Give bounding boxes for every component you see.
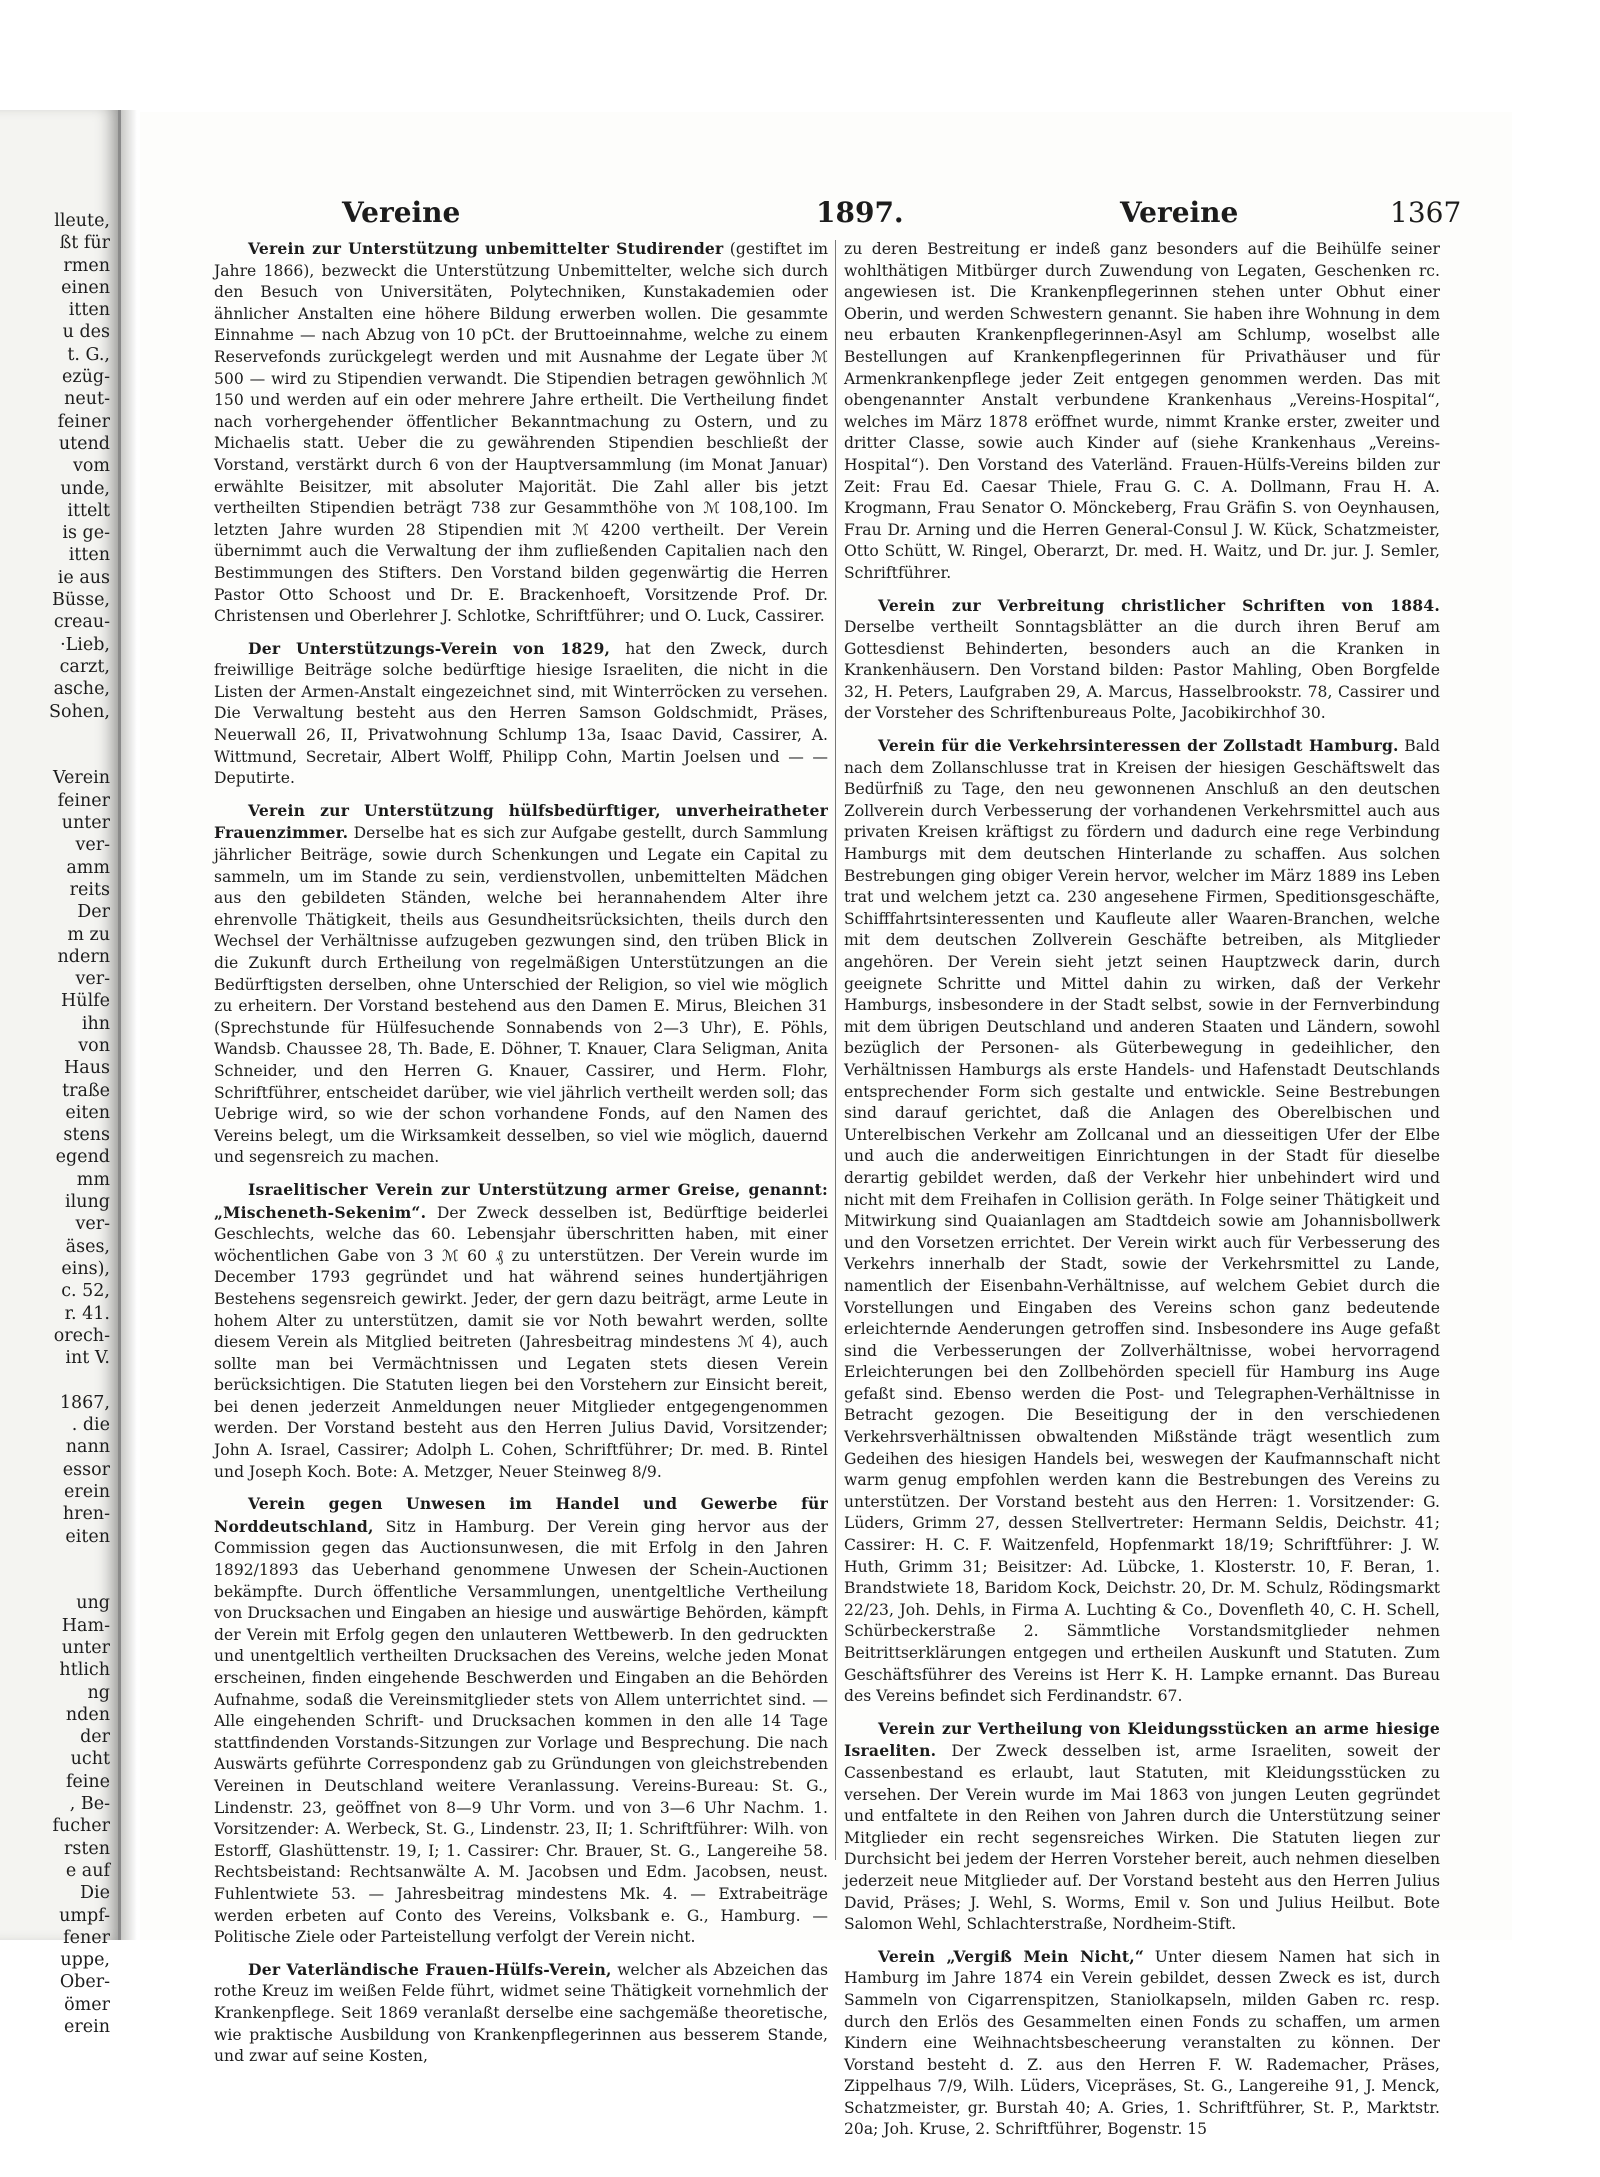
- previous-page-fragment: unter: [61, 813, 110, 834]
- previous-page-fragment: utend: [58, 433, 110, 454]
- entry-title: Verein für die Verkehrsinteressen der Zollstadt Hamburg.: [878, 736, 1399, 756]
- previous-page-fragment: ver-: [75, 1214, 110, 1235]
- column-divider: [835, 240, 836, 1860]
- previous-page-fragment: Verein: [53, 768, 110, 789]
- entry-title: Verein zur Vertheilung von Kleidungsstücken an arme hiesige Israeliten.: [844, 1718, 1440, 1761]
- previous-page-fragment: feine: [65, 1771, 110, 1792]
- entry-frauen-huelfs-verein: [214, 1959, 828, 2068]
- previous-page-fragment: neut-: [64, 389, 110, 410]
- previous-page-fragment: ßt für: [59, 233, 110, 254]
- previous-page-fragment: ng: [87, 1682, 110, 1703]
- previous-page-fragment: ver-: [75, 969, 110, 990]
- previous-page-fragment: umpf-: [59, 1905, 110, 1926]
- entry-title: Verein gegen Unwesen im Handel und Gewerbe für Norddeutschland,: [214, 1494, 828, 1536]
- previous-page-fragment: fener: [63, 1927, 110, 1948]
- previous-page-fragment: reits: [69, 879, 110, 900]
- previous-page-fragment: [0, 1570, 110, 1592]
- entry-text: hat den Zweck, durch freiwillige Beiträge solche bedürftige hiesige Israeliten, die nicht in die Listen der Armen-Anstalt eingezeichnet sind, mit Winterröcken zu versehen. Die Verwaltung besteht aus den Herren Samson Goldschmidt, Präses, Neuerwall 26, II, Privatwohnung Schlump 13a, Isaac David, Cassirer, A. Wittmund, Secretair, Albert Wolff, Philipp Cohn, Martin Joelsen und — — Deputirte.: [214, 639, 828, 788]
- entry-title: Verein zur Verbreitung christlicher Schriften von 1884.: [878, 595, 1440, 615]
- entry-title: Der Vaterländische Frauen-Hülfs-Verein,: [248, 1959, 612, 1979]
- previous-page-fragment: creau-: [53, 612, 110, 633]
- entry-text: Der Zweck desselben ist, Bedürftige beiderlei Geschlechts, welche das 60. Lebensjahr überschritten haben, mit einer wöchentlichen Gabe von 3 ℳ 60 ₰ zu unterstützen. Der Verein wurde im December 1793 gegründet und hat während seines hundertjährigen Bestehens segensreich gewirkt. Jeder, der gern dazu beiträgt, arme Leute in hohem Alter zu unterstützen, damit sie vor Noth bewahrt werden, sollte diesem Verein als Mitglied beitreten (Jahresbeitrag mindestens ℳ 4), auch sollte man bei Vermächtnissen und Legaten stets diesen Verein berücksichtigen. Die Statuten liegen bei den Vorstehern zur Einsicht bereit, bei denen jederzeit Anmeldungen neuer Mitglieder entgegengenommen werden. Der Vorstand besteht aus den Herren Julius David, Vorsitzender; John A. Israel, Cassirer; Adolph L. Cohen, Schriftführer; Dr. med. B. Rintel und Joseph Koch. Bote: A. Metzger, Neuer Steinweg 8/9.: [214, 1203, 828, 1481]
- previous-page-fragment: ilung: [65, 1192, 110, 1213]
- previous-page-fragment: essor: [62, 1459, 110, 1480]
- previous-page-fragment: feiner: [57, 411, 110, 432]
- previous-page-fragment: t. G.,: [67, 344, 110, 365]
- previous-page-fragment: htlich: [59, 1660, 110, 1681]
- previous-page-fragment: mm: [76, 1169, 110, 1190]
- entry-vergiss-mein-nicht: [844, 1946, 1440, 2141]
- entry-text: (gestiftet im Jahre 1866), bezweckt die Unterstützung Unbemittelter, welche sich durch den Besuch von Universitäten, Polytechniken, Kunstakademien oder ähnlicher Anstalten eine höhere Bildung erwerben wollen. Die gesammte Einnahme — nach Abzug von 10 pCt. der Bruttoeinnahme, welche zu einem Reservefonds zurückgelegt werden und mit Ausnahme der Legate über ℳ 500 — wird zu Stipendien verwandt. Die Stipendien betragen gewöhnlich ℳ 150 und werden auf ein oder mehrere Jahre ertheilt. Die Vertheilung findet nach vorhergehender öffentlicher Bekanntmachung zu Ostern, und zu Michaelis statt. Ueber die zu gewährenden Stipendien beschließt der Vorstand, verstärkt durch 6 von der Hauptversammlung (im Monat Januar) erwählte Beisitzer, mit absoluter Majorität. Die Zahl aller bis jetzt vertheilten Stipendien beträgt 738 zur Gesammthöhe von ℳ 108,100. Im letzten Jahre wurden 28 Stipendien mit ℳ 4200 vertheilt. Der Verein übernimmt auch die Verwaltung der ihm zufließenden Capitalien nach den Bestimmungen des Stifters. Den Vorstand bilden gegenwärtig die Herren Pastor Otto Schoost und Dr. E. Brackenhoeft, Vorsitzende Prof. Dr. Christensen und Oberlehrer J. Schlotke, Schriftführer; und O. Luck, Cassirer.: [214, 240, 828, 626]
- previous-page-fragment: von: [78, 1035, 110, 1056]
- previous-page-fragment: Der: [77, 902, 110, 923]
- entry-unwesen-handel: [214, 1493, 828, 1948]
- previous-page-fragment: egend: [55, 1147, 110, 1168]
- entry-title: Der Unterstützungs-Verein von 1829,: [248, 638, 611, 658]
- previous-page-fragment: lleute,: [54, 211, 110, 231]
- previous-page-fragment: ittelt: [67, 500, 110, 521]
- entry-verkehrsinteressen: [844, 735, 1440, 1708]
- previous-page-fragment: Ham-: [61, 1615, 110, 1636]
- page-number: 1367: [1390, 196, 1462, 229]
- previous-page-fragment: , Be-: [69, 1794, 110, 1815]
- previous-page-fragment: orech-: [53, 1325, 110, 1346]
- previous-page-fragment: [0, 723, 110, 745]
- previous-page-fragment: Sohen,: [49, 701, 110, 722]
- previous-page-fragment: erein: [64, 1481, 110, 1502]
- previous-page-fragment: [0, 745, 110, 767]
- entry-title: Verein zur Unterstützung unbemittelter Studirender: [248, 239, 724, 258]
- previous-page-fragment: Büsse,: [51, 590, 110, 611]
- previous-page-fragment: carzt,: [59, 656, 110, 677]
- previous-page-fragment: m zu: [67, 924, 110, 945]
- previous-page-fragment: r. 41.: [64, 1303, 110, 1324]
- previous-page-fragment: 1867,: [59, 1392, 110, 1413]
- previous-page-fragment: eiten: [65, 1526, 110, 1547]
- entry-frauenzimmer: [214, 800, 828, 1169]
- entry-unterstuetzungs-verein-1829: [214, 638, 828, 790]
- entry-mischeneth-sekenim: [214, 1179, 828, 1483]
- entry-text: welcher als Abzeichen das rothe Kreuz im weißen Felde führt, widmet seine Thätigkeit vornehmlich der Krankenpflege. Seit 1869 veranlaßt derselbe eine sachgemäße theoretische, wie praktische Ausbildung von Krankenpflegerinnen aus besserem Stande, und zwar auf seine Kosten,: [214, 1960, 829, 2066]
- previous-page-fragment: ie aus: [57, 567, 110, 588]
- entry-title: Verein zur Unterstützung hülfsbedürftiger, unverheiratheter Frauenzimmer.: [214, 800, 828, 843]
- running-head-right: Vereine: [1120, 196, 1239, 229]
- previous-page-fragment: [0, 1369, 110, 1391]
- previous-page-fragment: vom: [72, 456, 110, 477]
- previous-page-fragment: . die: [71, 1415, 110, 1436]
- previous-page-fragment: int V.: [65, 1348, 110, 1369]
- previous-page-fragment: äses,: [65, 1236, 110, 1257]
- previous-page-fragment: erein: [64, 2017, 110, 2038]
- entry-text: Derselbe hat es sich zur Aufgabe gestellt, durch Sammlung jährlicher Beiträge, sowie durch Schenkungen und Legate ein Capital zu sammeln, um im Stande zu sein, verdienstvollen, unbemittelten Mädchen aus den gebildeten Ständen, welche bei herannahendem Alter ihre ehrenvolle Thätigkeit, theils aus Gesundheitsrücksichten, theils durch den Wechsel der Verhältnisse aufzugeben gezwungen sind, den trüben Blick in die Zukunft durch Ertheilung von regelmäßigen Unterstützungen an die Bedürftigsten derselben, ohne Unterschied der Religion, so viel wie möglich zu erheitern. Der Vorstand bestehend aus den Damen E. Mirus, Bleichen 31 (Sprechstunde für Hülfesuchende Sonnabends von 2—3 Uhr), E. Pöhls, Wandsb. Chaussee 28, Th. Bade, E. Döhner, T. Knauer, Clara Seligman, Anita Schneider, und den Herren G. Knauer, Cassirer, und Herm. Flohr, Schriftführer, entscheidet darüber, wie viel jährlich vertheilt werden soll; das Uebrige wird, so wie der schon vorhandene Fonds, auf den Namen des Vereins belegt, um die Wirksamkeit desselben, so viel wie möglich, dauernd und segensreich zu machen.: [214, 824, 828, 1167]
- entry-frauen-huelfs-verein-continued: [844, 238, 1440, 585]
- previous-page-fragment: feiner: [57, 790, 110, 811]
- previous-page-fragment: c. 52,: [61, 1281, 110, 1302]
- previous-page-fragment: ömer: [64, 1994, 110, 2015]
- previous-page-fragment: ndern: [57, 946, 110, 967]
- entry-title: Israelitischer Verein zur Unterstützung armer Greise, genannt: „Mischeneth-Sekenim“.: [214, 1179, 828, 1222]
- previous-page-fragment: uppe,: [60, 1950, 110, 1971]
- entry-text: Sitz in Hamburg. Der Verein ging hervor aus der Commission gegen das Auctionsunwesen, die mit Erfolg in den Jahren 1892/1893 das Ueberhand genommene Unwesen der Schein-Auctionen bekämpfte. Durch öffentliche Versammlungen, unentgeltliche Vertheilung von Drucksachen und Eingaben an hiesige und auswärtige Behörden, kämpft der Verein mit Erfolg gegen den unlauteren Wettbewerb. In den gedruckten und unentgeltlich vertheilten Drucksachen des Vereins, welche jeden Monat erscheinen, finden eingehende Beschwerden und Eingaben an die Behörden Aufnahme, sodaß die Vereinsmitglieder stets von Allem unterrichtet sind. — Alle eingehenden Schrift- und Drucksachen kommen in den alle 14 Tage stattfindenden Vorstands-Sitzungen zur Vorlage und Besprechung. Die nach Auswärts geführte Correspondenz gab zu Gründungen von gleichstrebenden Vereinen in Deutschland weitere Veranlassung. Vereins-Bureau: St. G., Lindenstr. 23, geöffnet von 8—9 Uhr Vorm. und von 3—6 Uhr Nachm. 1. Vorsitzender: A. Werbeck, St. G., Lindenstr. 23, II; 1. Schriftführer: Wilh. von Estorff, Glashüttenstr. 19, I; 1. Cassirer: Chr. Brauer, St. G., Langereihe 58. Rechtsbeistand: Rechtsanwälte A. M. Jacobsen und Edm. Jacobsen, neust. Fuhlentwiete 53. — Jahresbeitrag mindestens Mk. 4. — Extrabeiträge werden erbeten auf Conto des Vereins, Volksbank e. G., Hamburg. — Politische Ziele oder Parteistellung verfolgt der Verein nicht.: [214, 1517, 828, 1947]
- previous-page-fragment: Die: [80, 1883, 110, 1904]
- book-gutter: [121, 110, 137, 1940]
- previous-page-fragment: stens: [63, 1125, 110, 1146]
- previous-page-fragment: Ober-: [59, 1972, 110, 1993]
- previous-page-fragment: nann: [65, 1437, 110, 1458]
- entry-studirende: [214, 238, 828, 628]
- previous-page-fragment: ihn: [81, 1013, 110, 1034]
- previous-page-fragment: ung: [76, 1593, 110, 1614]
- previous-page-fragment: rsten: [63, 1838, 110, 1859]
- previous-page-fragment: rmen: [63, 255, 110, 276]
- previous-page-fragment: is ge-: [62, 523, 110, 544]
- previous-page-edge: [0, 110, 121, 2038]
- previous-page-fragment: ucht: [70, 1749, 110, 1770]
- entry-text: Derselbe vertheilt Sonntagsblätter an die durch ihren Beruf am Gottesdienst Behinderten, besonders auch an die Kranken in Krankenhäusern. Den Vorstand bilden: Pastor Mahling, Oben Borgfelde 32, H. Peters, Laufgraben 29, A. Marcus, Hasselbrookstr. 78, Cassirer und der Vorsteher des Schriftenbureaus Polte, Jacobikirchhof 30.: [844, 618, 1440, 723]
- previous-page-fragment: der: [80, 1727, 110, 1748]
- previous-page-fragment: unter: [61, 1638, 110, 1658]
- previous-page-fragment: e auf: [65, 1860, 110, 1881]
- entry-text: zu deren Bestreitung er indeß ganz besonders auf die Beihülfe seiner wohlthätigen Mitbürger durch Zuwendung von Legaten, Geschenken rc. angewiesen ist. Die Krankenpflegerinnen stehen unter Obhut einer Oberin, und werden Schwestern genannt. Sie haben ihre Wohnung in dem neu erbauten Krankenpflegerinnen-Asyl am Schlump, woselbst alle Bestellungen auf Krankenpflegerinnen für Privathäuser und für Armenkrankenpflege jeder Zeit entgegen genommen werden. Das mit obengenannter Anstalt verbundene Krankenhaus „Vereins-Hospital“, welches im März 1878 eröffnet wurde, nimmt Kranke erster, zweiter und dritter Classe, sowie auch Kinder auf (siehe Krankenhaus „Vereins-Hospital“). Den Vorstand des Vaterländ. Frauen-Hülfs-Vereins bilden zur Zeit: Frau Ed. Caesar Thiele, Frau G. C. A. Dollmann, Frau H. A. Krogmann, Frau Senator O. Mönckeberg, Frau Gräfin S. von Oeynhausen, Frau Dr. Arning und die Herren General-Consul J. W. Kück, Schatzmeister, Otto Schütt, W. Ringel, Oberarzt, Dr. med. H. Waitz, und Dr. jur. J. Semler, Schriftführer.: [844, 240, 1440, 582]
- previous-page-fragment: hren-: [62, 1504, 110, 1525]
- previous-page-fragment: nden: [65, 1704, 110, 1725]
- entry-title: Verein „Vergiß Mein Nicht,“: [878, 1946, 1145, 1966]
- previous-page-fragment: itten: [68, 300, 110, 321]
- previous-page-fragment: traße: [62, 1080, 110, 1101]
- previous-page-fragment: Haus: [64, 1058, 110, 1079]
- previous-page-fragments: [0, 110, 118, 2038]
- running-head: [212, 196, 1462, 240]
- left-column: [214, 238, 829, 2066]
- previous-page-fragment: amm: [66, 857, 110, 878]
- previous-page-fragment: [0, 1548, 110, 1570]
- previous-page-fragment: einen: [61, 277, 110, 298]
- previous-page-fragment: ver-: [75, 835, 110, 856]
- previous-page-fragment: eiten: [65, 1102, 110, 1123]
- entry-kleidungsstuecke: [844, 1718, 1440, 1936]
- previous-page-fragment: u des: [62, 322, 110, 343]
- running-head-left: Vereine: [342, 196, 461, 229]
- entry-text: Bald nach dem Zollanschlusse trat in Kreisen der hiesigen Geschäftswelt das Bedürfniß zu Tage, den neu gewonnenen Anschluß an den deutschen Zollverein durch Verbesserung der vorhandenen Verkehrsmittel auch aus privaten Kreisen kräftigst zu fördern und dadurch eine rege Verbindung Hamburgs mit dem deutschen Hinterlande zu schaffen. Aus solchen Bestrebungen ging obiger Verein hervor, welcher im März 1889 ins Leben trat und welchem jetzt ca. 230 angesehene Firmen, Speditionsgeschäfte, Schifffahrtsinteressenten und Kaufleute aller Waaren-Branchen, welche mit dem deutschen Zollverein Geschäfte betreiben, als Mitglieder angehören. Der Verein sieht jetzt seinen Hauptzweck darin, durch geeignete Schritte und Mittel dahin zu wirken, daß der Verkehr Hamburgs, insbesondere in der Stadt selbst, sowie in der Fernverbindung mit dem übrigen Deutschland und anderen Staaten und Ländern, sowohl bezüglich der Personen- als Güterbewegung in gedeihlicher, den Verhältnissen Hamburgs als erste Handels- und Hafenstadt Deutschlands entsprechender Form sich gestalte und entwickle. Seine Bestrebungen sind darauf gerichtet, daß die Anlagen des Oberelbischen und Unterelbischen Verkehr am Zollcanal und an diesseitigen Ufer der Elbe und auch die anderweitigen Einrichtungen in der Stadt für dieselbe derartig gebildet werden, daß der Verkehr hier unbehindert wird und nicht mit dem Freihafen in Collision geräth. In Folge seiner Thätigkeit und Mitwirkung sind Quaianlagen am Stadtdeich sowie am Johannisbollwerk und den Vorsetzen errichtet. Der Verein wirkt auch für Verbesserung des Verkehrs innerhalb der Stadt, sowie der Verkehrsmittel zu Lande, namentlich der Eisenbahn-Verhältnisse, auf welchem Gebiet durch die Vorstellungen und Eingaben des Vereins schon ganz bedeutende erleichternde Aenderungen getroffen sind. Insbesondere ins Auge gefaßt sind die Verbesserungen der Zollverhältnisse, wobei hervorragend Erleichterungen bei den Zollbehörden speciell für Hamburg ins Auge gefaßt sind. Ebenso werden die Post- und Telegraphen-Verhältnisse in Betracht gezogen. Die Beseitigung der in den verschiedenen Verkehrsverhältnissen obwaltenden Mißstände trägt wesentlich zum Gedeihen des hiesigen Handels bei, weswegen der Kaufmannschaft nicht warm genug empfohlen werden kann die Bestrebungen des Vereins zu unterstützen. Der Vorstand besteht aus den Herren: 1. Vorsitzender: G. Lüders, Grimm 27, dessen Stellvertreter: Hermann Seldis, Deichstr. 41; Cassirer: H. C. F. Waitzenfeld, Hopfenmarkt 18/19; Schriftführer: J. W. Huth, Grimm 31; Beisitzer: Ad. Lübcke, 1. Klosterstr. 10, F. Beran, 1. Brandstwiete 18, Baridom Kock, Deichstr. 20, Dr. M. Schulz, Rödingsmarkt 22/23, Joh. Dehls, in Firma A. Luchting & Co., Dovenfleth 40, C. H. Schell, Schürbeckerstraße 2. Sämmtliche Vorstandsmitglieder nehmen Beitrittserklärungen entgegen und ertheilen Auskunft und Statuten. Zum Geschäftsführer des Vereins ist Herr K. H. Lampke ernannt. Das Bureau des Vereins befindet sich Ferdinandstr. 67.: [844, 737, 1440, 1706]
- previous-page-fragment: asche,: [53, 679, 110, 700]
- previous-page-fragment: Hülfe: [61, 991, 110, 1012]
- entry-text: Der Zweck desselben ist, arme Israeliten, soweit der Cassenbestand es erlaubt, laut Statuten, mit Kleidungsstücken zu versehen. Der Verein wurde im Mai 1863 von jungen Leuten gegründet und entfaltete in den Reihen von Jahren durch die Unterstützung seiner Mitglieder ein recht segensreiches Wirken. Die Statuten liegen zur Durchsicht bei jedem der Herren Vorsteher bereit, auch nehmen dieselben jederzeit neue Mitglieder auf. Der Vorstand besteht aus den Herren Julius David, Präses; J. Wehl, S. Worms, Emil v. Son und Julius Heilbut. Bote Salomon Wehl, Schlachterstraße, Nordheim-Stift.: [844, 1742, 1440, 1934]
- running-head-year: 1897.: [816, 196, 904, 229]
- entry-christliche-schriften: [844, 595, 1440, 726]
- right-column: [844, 238, 1440, 2139]
- entry-text: Unter diesem Namen hat sich in Hamburg im Jahre 1874 ein Verein gebildet, dessen Zweck es ist, durch Sammeln von Cigarrenspitzen, Staniolkapseln, milden Gaben rc. resp. durch den Erlös des Gesammelten einen Fonds zu schaffen, um armen Kindern eine Weihnachtsbescheerung veranstalten zu können. Der Vorstand besteht d. Z. aus den Herren F. W. Rademacher, Präses, Zippelhaus 7/9, Wilh. Lüders, Vicepräses, St. G., Langereihe 91, J. Menck, Schatzmeister, gr. Burstah 40; A. Gries, 1. Schriftführer, St. P., Marktstr. 20a; Joh. Kruse, 2. Schriftführer, Bogenstr. 15: [844, 1947, 1440, 2139]
- previous-page-fragment: ·Lieb,: [60, 634, 110, 655]
- previous-page-fragment: itten: [68, 545, 110, 566]
- previous-page-fragment: eins),: [61, 1258, 110, 1279]
- previous-page-fragment: ezüg-: [62, 367, 110, 388]
- previous-page-fragment: fucher: [52, 1816, 110, 1837]
- previous-page-fragment: unde,: [60, 478, 110, 499]
